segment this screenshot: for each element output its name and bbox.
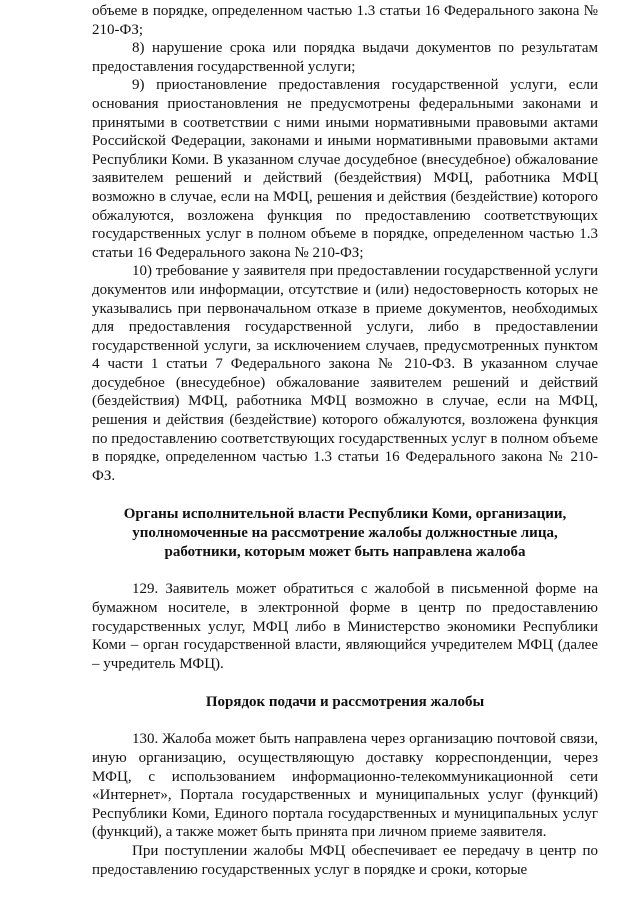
section-heading-complaint-procedure: Порядок подачи и рассмотрения жалобы: [205, 694, 485, 711]
paragraph-continuation: объеме в порядке, определенном частью 1.3 статьи 16 Федерального закона № 210-ФЗ;: [92, 3, 598, 38]
heading-line: работники, которым может быть направлена жалоба: [164, 544, 526, 561]
paragraph-129: 129. Заявитель может обратиться с жалобой в письменной форме на бумажном носителе, в электронной форме в центр по предоставлению государственных услуг, МФЦ либо в Министерство экономики Республики Коми – орган государственной власти, являющийся учредителем МФЦ (далее – учредитель МФЦ).: [92, 581, 598, 672]
list-item-10: 10) требование у заявителя при предоставлении государственной услуги документов или информации, отсутствие и (или) недостоверность которых не указывались при первоначальном отказе в приеме документов, необходимых для предоставления государственной услуги, либо в предоставлении государственной услуги, за исключением случаев, предусмотренных пунктом 4 части 1 статьи 7 Федерального закона № 210-ФЗ. В указанном случае досудебное (внесудебное) обжалование заявителем решений и действий (бездействия) МФЦ, работника МФЦ возможно в случае, если на МФЦ, решения и действия (бездействие) которого обжалуются, возложена функция по предоставлению соответствующих государственных услуг в полном объеме в порядке, определенном частью 1.3 статьи 16 Федерального закона № 210-ФЗ.: [92, 263, 598, 484]
document-page: [92, 2, 598, 879]
list-item-8: 8) нарушение срока или порядка выдачи документов по результатам предоставления государственной услуги;: [92, 40, 598, 75]
paragraph-130: 130. Жалоба может быть направлена через организацию почтовой связи, иную организацию, осуществляющую доставку корреспонденции, через МФЦ, с использованием информационно-телекоммуникационной сети «Интернет», Портала государственных и муниципальных услуг (функций) Республики Коми, Единого портала государственных и муниципальных услуг (функций), а также может быть принята при личном приеме заявителя.: [92, 731, 598, 841]
section-heading-complaint-authorities: [92, 505, 598, 562]
heading-line: Органы исполнительной власти Республики Коми, организации,: [123, 506, 567, 523]
list-item-9: 9) приостановление предоставления государственной услуги, если основания приостановления не предусмотрены федеральными законами и принятыми в соответствии с ними иными нормативными правовыми актами Российской Федерации, законами и иными нормативными правовыми актами Республики Коми. В указанном случае досудебное (внесудебное) обжалование заявителем решений и действий (бездействия) МФЦ, работника МФЦ возможно в случае, если на МФЦ, решения и действия (бездействие) которого обжалуются, возложена функция по предоставлению соответствующих государственных услуг в полном объеме в порядке, определенном частью 1.3 статьи 16 Федерального закона № 210-ФЗ;: [92, 77, 598, 261]
heading-line: уполномоченные на рассмотрение жалобы должностные лица,: [132, 525, 558, 542]
paragraph-last: При поступлении жалобы МФЦ обеспечивает ее передачу в центр по предоставлению государственных услуг в порядке и сроки, которые: [92, 842, 598, 878]
